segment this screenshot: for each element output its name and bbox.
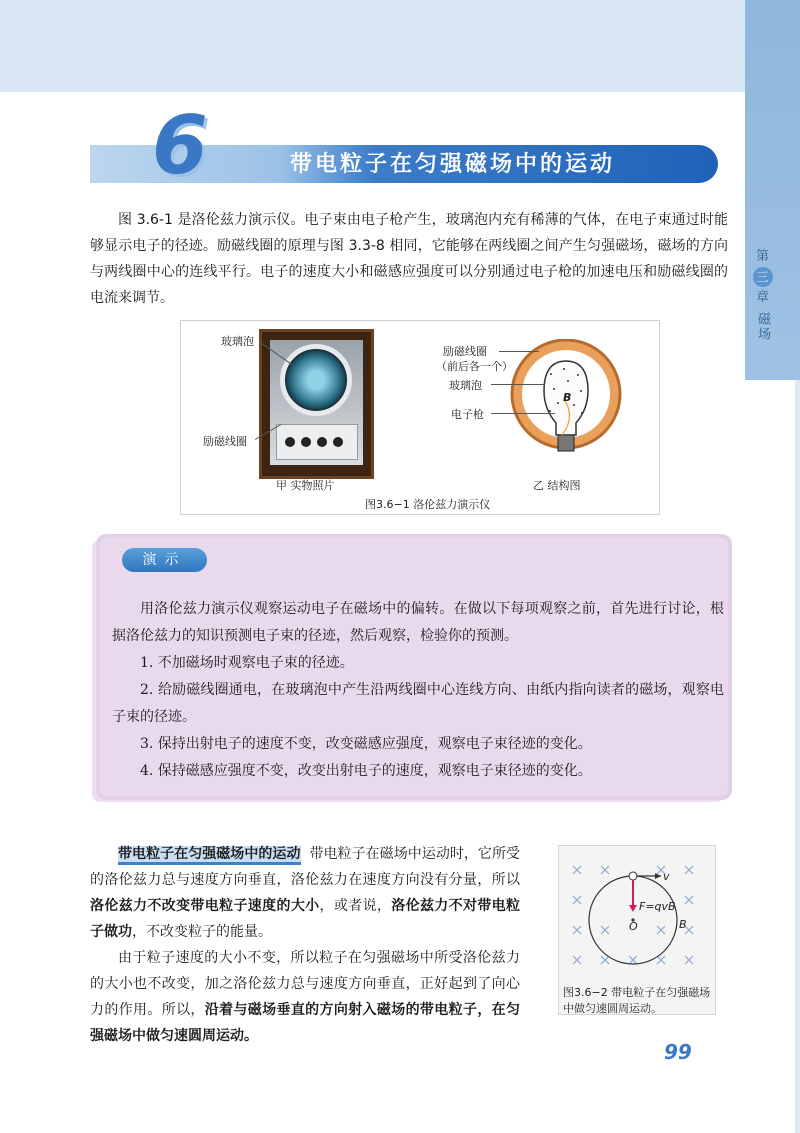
chapter-suffix: 章	[755, 290, 769, 305]
body-paragraph-2: 由于粒子速度的大小不变，所以粒子在匀强磁场中所受洛伦兹力的大小也不改变，加之洛伦兹力总与速度方向垂直，正好起到了向心力的作用。所以，沿着与磁场垂直的方向射入磁场的带电粒子，在匀强磁场中做匀速圆周运动。	[90, 950, 521, 1044]
demo-intro: 用洛伦兹力演示仪观察运动电子在磁场中的偏转。在做以下每项观察之前，首先进行讨论，根据洛伦兹力的知识预测电子束的径迹，然后观察，检验你的预测。	[112, 601, 724, 644]
top-header-band	[0, 0, 745, 92]
diagram-caption: 乙 结构图	[533, 479, 581, 492]
chapter-name: 磁场	[755, 312, 770, 342]
demo-item-1: 1. 不加磁场时观察电子束的径迹。	[140, 655, 354, 671]
body-paragraph-1: 带电粒子在匀强磁场中的运动 带电粒子在磁场中运动时，它所受的洛伦兹力总与速度方向垂直，洛伦兹力在速度方向没有分量，所以洛伦兹力不改变带电粒子速度的大小，或者说，洛伦兹力不对带电粒子做功，不改变粒子的能量。	[90, 846, 521, 940]
photo-caption: 甲 实物照片	[276, 479, 335, 492]
knob-icon	[317, 437, 327, 447]
demo-item-3: 3. 保持出射电子的速度不变，改变磁感应强度，观察电子束径迹的变化。	[140, 736, 592, 752]
figure2-caption: 图3.6−2 带电粒子在匀强磁场中做匀速圆周运动。	[563, 986, 711, 1015]
chapter-number: 三	[753, 267, 773, 287]
circular-motion-diagram	[565, 852, 711, 982]
label-velocity: v	[663, 870, 670, 883]
chapter-tab[interactable]	[745, 248, 780, 342]
apparatus-photo	[259, 329, 374, 479]
demo-item-4: 4. 保持磁感应强度不变，改变出射电子的速度，观察电子束径迹的变化。	[140, 763, 592, 779]
chapter-prefix: 第	[755, 249, 769, 264]
figure-lorentz-demonstrator	[180, 320, 660, 515]
label-force: F=qvB	[639, 900, 676, 913]
label-field-b: B	[563, 391, 572, 404]
label-field: B	[679, 918, 687, 931]
label-coil-diagram: 励磁线圈	[443, 345, 487, 358]
knob-icon	[333, 437, 343, 447]
control-panel	[276, 424, 358, 460]
page-edge-strip	[795, 380, 800, 1133]
label-bulb-diagram: 玻璃泡	[449, 379, 482, 392]
page-number: 99	[664, 1040, 692, 1064]
knob-icon	[285, 437, 295, 447]
body-text	[90, 841, 520, 1049]
section-number: 6	[152, 99, 208, 192]
label-center: O	[629, 920, 638, 933]
knob-icon	[301, 437, 311, 447]
demo-tag: 演示	[122, 548, 207, 572]
structure-diagram	[506, 339, 626, 469]
body-heading: 带电粒子在匀强磁场中的运动	[118, 846, 301, 865]
label-coil-note: （前后各一个）	[436, 360, 513, 373]
demo-item-2: 2. 给励磁线圈通电，在玻璃泡中产生沿两线圈中心连线方向、由纸内指向读者的磁场，观察电子束的径迹。	[112, 682, 724, 725]
label-gun: 电子枪	[451, 408, 484, 421]
glass-bulb-photo	[280, 344, 352, 416]
section-title: 带电粒子在匀强磁场中的运动	[290, 151, 616, 177]
figure1-caption: 图3.6−1 洛伦兹力演示仪	[365, 498, 491, 511]
label-coil-photo: 励磁线圈	[203, 435, 247, 448]
intro-paragraph: 图 3.6-1 是洛伦兹力演示仪。电子束由电子枪产生，玻璃泡内充有稀薄的气体，在电子束通过时能够显示电子的径迹。励磁线圈的原理与图 3.3-8 相同，它能够在两线圈之间产生匀强磁场，磁场的方向与两线圈中心的连线平行。电子的速度大小和磁感应强度可以分别通过电子枪的加速电压和励磁线圈的电流来调节。	[90, 212, 728, 306]
label-bulb-photo: 玻璃泡	[221, 335, 254, 348]
